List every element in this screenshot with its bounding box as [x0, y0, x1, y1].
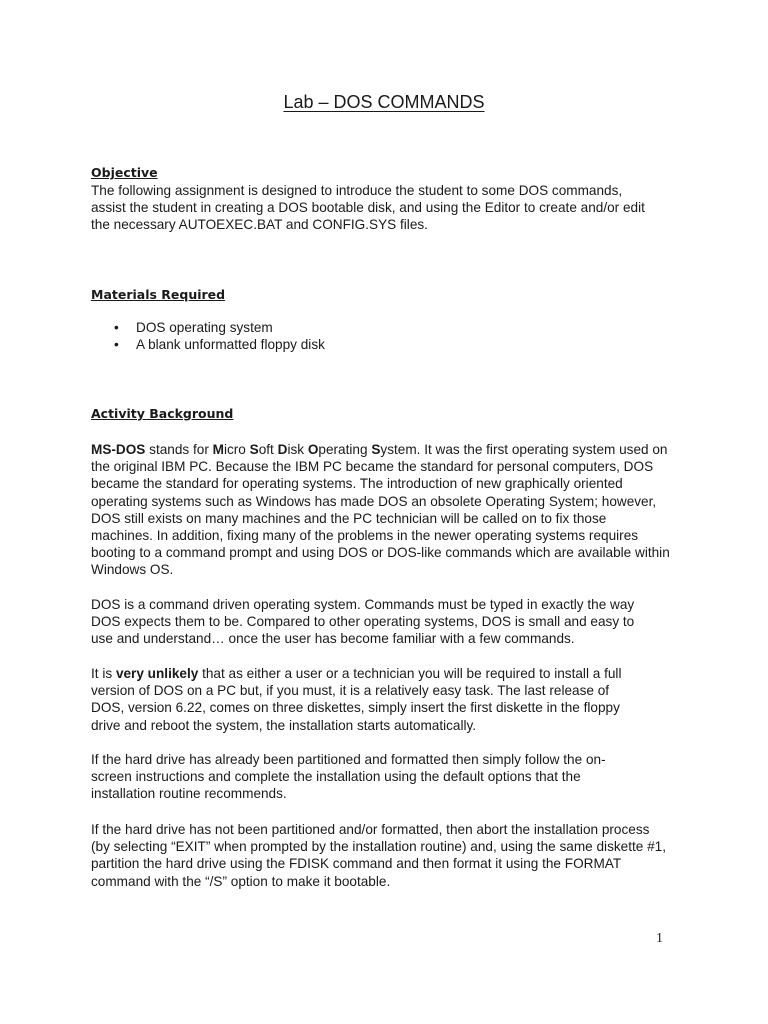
- acronym-letter: O: [307, 442, 319, 457]
- list-item-text: DOS operating system: [136, 320, 273, 335]
- text-run: isk: [287, 442, 308, 457]
- materials-heading: Materials Required: [91, 287, 226, 302]
- list-item-text: A blank unformatted floppy disk: [136, 337, 325, 353]
- page-title-text: Lab – DOS COMMANDS: [283, 92, 485, 112]
- text-run: It is: [91, 666, 116, 681]
- text-run: perating: [318, 442, 372, 457]
- bullet-icon: •: [114, 337, 119, 353]
- page-title: [0, 90, 768, 114]
- list-item: [114, 319, 325, 336]
- background-paragraph-1: [91, 441, 671, 579]
- acronym-letter: S: [371, 442, 381, 457]
- acronym-letter: S: [249, 442, 259, 457]
- background-paragraph-2: DOS is a command driven operating system. Commands must be typed in exactly the way DOS expects them to be. Compared to other operating systems, DOS is small and easy to use and understand… once the user has become familiar with a few commands.: [91, 597, 635, 647]
- objective-paragraph: The following assignment is designed to introduce the student to some DOS commands, assist the student in creating a DOS bootable disk, and using the Editor to create and/or edit the necessary AUTOEXEC.BAT and CONFIG.SYS files.: [91, 183, 645, 233]
- acronym-letter: D: [277, 442, 288, 457]
- msdos-term: MS-DOS: [91, 442, 146, 457]
- text-run: that as either a user or a technician you will be required to install a full version of DOS on a PC but, if you must, it is a relatively easy task. The last release of DOS, version 6.22, comes on three diskettes, simply insert the first diskette in the floppy drive and reboot the system, the installation starts automatically.: [91, 666, 622, 733]
- acronym-letter: M: [212, 442, 224, 457]
- bullet-icon: •: [114, 320, 119, 335]
- text-run: stands for: [145, 442, 213, 457]
- objective-heading: Objective: [91, 165, 158, 180]
- text-run: ystem. It was the first operating system used on the original IBM PC. Because the IBM PC became the standard for personal computers, DOS became the standard for operating systems. The introduction of new graphically oriented operating systems such as Windows has made DOS an obsolete Operating System; however, DOS still exists on many machines and the PC technician will be called on to fix those machines. In addition, fixing many of the problems in the newer operating systems requires booting to a command prompt and using DOS or DOS-like commands which are available within Windows OS.: [91, 442, 670, 578]
- page-number: 1: [656, 931, 663, 946]
- materials-list: [114, 319, 325, 353]
- background-heading: Activity Background: [91, 406, 234, 421]
- text-run: icro: [223, 442, 250, 457]
- text-run: oft: [258, 442, 278, 457]
- list-item: [114, 336, 325, 353]
- background-paragraph-5: If the hard drive has not been partitioned and/or formatted, then abort the installation process (by selecting “EXIT” when prompted by the installation routine) and, using the same diskette #1, partition the hard drive using the FDISK command and then format it using the FORMAT command with the “/S” option to make it bootable.: [91, 822, 667, 889]
- background-paragraph-4: If the hard drive has already been partitioned and formatted then simply follow the on-screen instructions and complete the installation using the default options that the installation routine recommends.: [91, 752, 606, 802]
- emphasis-text: very unlikely: [115, 666, 199, 681]
- background-paragraph-3: [91, 665, 646, 734]
